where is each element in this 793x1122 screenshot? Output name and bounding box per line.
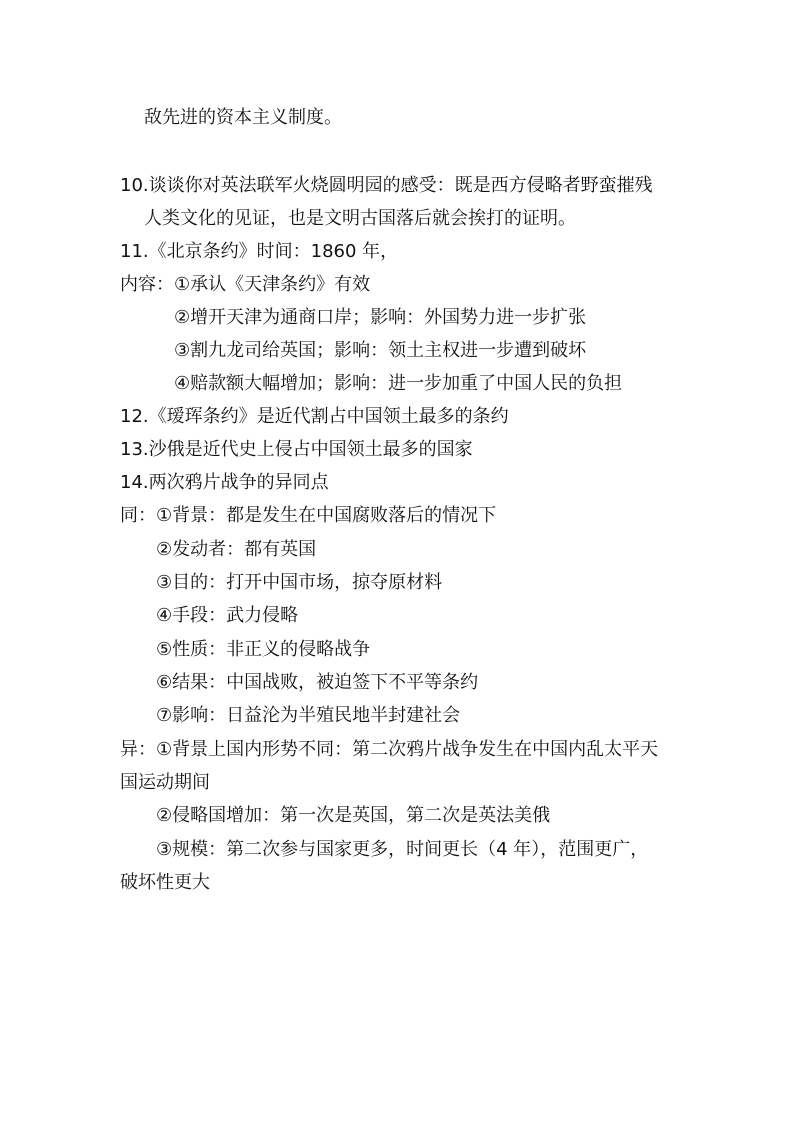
text-line: 异：①背景上国内形势不同：第二次鸦片战争发生在中国内乱太平天 — [120, 739, 659, 760]
text-line: 14.两次鸦片战争的异同点 — [120, 472, 329, 493]
text-line: ③目的：打开中国市场，掠夺原材料 — [156, 572, 443, 593]
text-line: ②增开天津为通商口岸；影响：外国势力进一步扩张 — [174, 307, 587, 328]
text-line: 10.谈谈你对英法联军火烧圆明园的感受：既是西方侵略者野蛮摧残 — [120, 175, 653, 196]
text-line: ⑦影响：日益沦为半殖民地半封建社会 — [156, 705, 461, 726]
text-line: 12.《瑷珲条约》是近代割占中国领土最多的条约 — [120, 406, 509, 427]
text-line: ④赔款额大幅增加；影响：进一步加重了中国人民的负担 — [174, 373, 623, 394]
text-line: 国运动期间 — [120, 772, 210, 793]
text-line: 破坏性更大 — [120, 872, 210, 893]
text-line: ②发动者：都有英国 — [156, 539, 317, 560]
text-line: ⑥结果：中国战败，被迫签下不平等条约 — [156, 672, 479, 693]
text-line: ②侵略国增加：第一次是英国，第二次是英法美俄 — [156, 805, 551, 826]
text-line: 内容：①承认《天津条约》有效 — [120, 274, 371, 295]
text-line: 13.沙俄是近代史上侵占中国领土最多的国家 — [120, 439, 473, 460]
text-line: 敌先进的资本主义制度。 — [144, 107, 342, 128]
text-line: 人类文化的见证，也是文明古国落后就会挨打的证明。 — [144, 208, 576, 229]
text-line: ③规模：第二次参与国家更多，时间更长（4 年），范围更广， — [156, 839, 649, 860]
text-line: ④手段：武力侵略 — [156, 605, 299, 626]
text-line: 11.《北京条约》时间：1860 年， — [120, 241, 399, 262]
text-line: 同：①背景：都是发生在中国腐败落后的情况下 — [120, 505, 497, 526]
text-line: ⑤性质：非正义的侵略战争 — [156, 639, 371, 660]
text-line: ③割九龙司给英国；影响：领土主权进一步遭到破坏 — [174, 340, 587, 361]
